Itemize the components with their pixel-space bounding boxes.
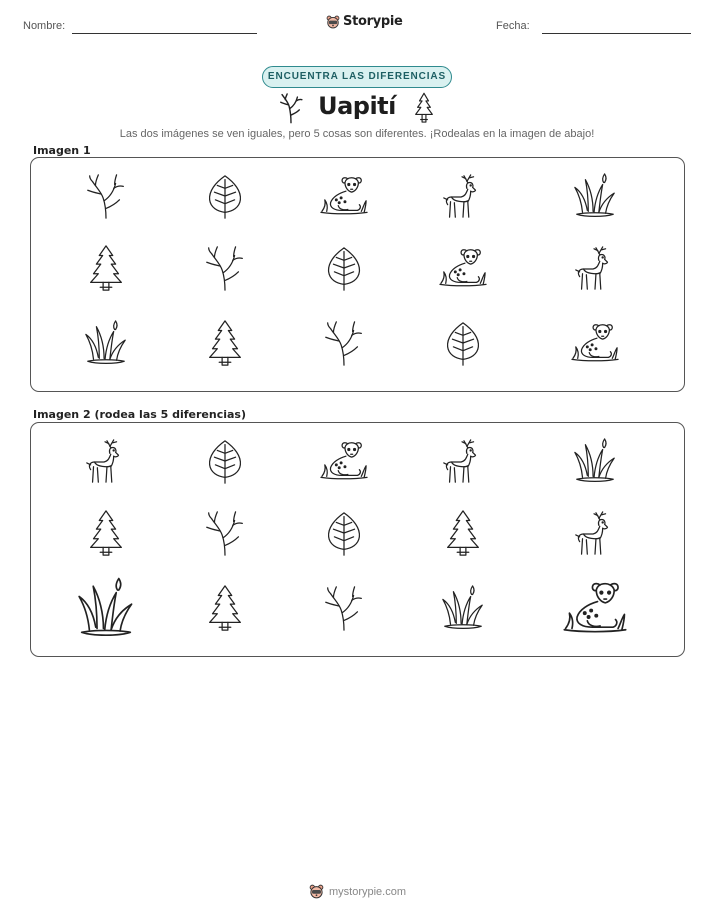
image1-coral-branch-icon <box>320 319 368 367</box>
image2-pine-tree-icon[interactable] <box>201 584 249 632</box>
image1-leaf-icon <box>201 172 249 220</box>
brand-logo <box>326 14 403 29</box>
image1-panel <box>30 157 685 392</box>
pine-tree-icon <box>411 92 437 124</box>
image2-pine-tree-icon[interactable] <box>439 509 487 557</box>
name-label: Nombre: <box>23 20 66 32</box>
image2-fawn-lying-icon[interactable] <box>563 576 627 640</box>
image2-coral-branch-icon[interactable] <box>201 509 249 557</box>
image1-coral-branch-icon <box>82 172 130 220</box>
date-label: Fecha: <box>496 20 530 32</box>
page-title: Uapití <box>318 92 396 120</box>
image2-label: Imagen 2 (rodea las 5 diferencias) <box>33 408 247 421</box>
image1-coral-branch-icon <box>201 244 249 292</box>
image2-grass-tuft-icon[interactable] <box>439 584 487 632</box>
worksheet-header <box>0 0 714 50</box>
image1-label: Imagen 1 <box>33 144 91 157</box>
image2-elk-standing-icon[interactable] <box>571 509 619 557</box>
image1-leaf-icon <box>320 244 368 292</box>
image1-fawn-lying-icon <box>439 244 487 292</box>
image2-fawn-lying-icon[interactable] <box>320 437 368 485</box>
image2-grass-tuft-icon[interactable] <box>571 437 619 485</box>
image2-coral-branch-icon[interactable] <box>320 584 368 632</box>
footer-url[interactable]: mystorypie.com <box>329 885 407 898</box>
image2-leaf-icon[interactable] <box>201 437 249 485</box>
activity-badge: ENCUENTRA LAS DIFERENCIAS <box>262 66 452 88</box>
image1-fawn-lying-icon <box>320 172 368 220</box>
image1-leaf-icon <box>439 319 487 367</box>
bear-icon <box>326 15 340 29</box>
image1-pine-tree-icon <box>82 244 130 292</box>
image1-elk-standing-icon <box>439 172 487 220</box>
image1-grass-tuft-icon <box>571 172 619 220</box>
image2-panel[interactable] <box>30 422 685 657</box>
image1-grass-tuft-icon <box>82 319 130 367</box>
image1-pine-tree-icon <box>201 319 249 367</box>
date-line[interactable] <box>542 33 691 34</box>
image2-elk-standing-icon[interactable] <box>82 437 130 485</box>
image2-elk-standing-icon[interactable] <box>439 437 487 485</box>
image1-elk-standing-icon <box>571 244 619 292</box>
image1-fawn-lying-icon <box>571 319 619 367</box>
brand-name: Storypie <box>343 14 403 29</box>
instructions-text: Las dos imágenes se ven iguales, pero 5 cosas son diferentes. ¡Rodealas en la imagen de abajo! <box>119 128 595 140</box>
bear-icon <box>309 884 324 899</box>
image2-grass-tuft-icon[interactable] <box>74 576 138 640</box>
image2-leaf-icon[interactable] <box>320 509 368 557</box>
footer <box>309 884 406 899</box>
name-line[interactable] <box>72 33 257 34</box>
image2-pine-tree-icon[interactable] <box>82 509 130 557</box>
